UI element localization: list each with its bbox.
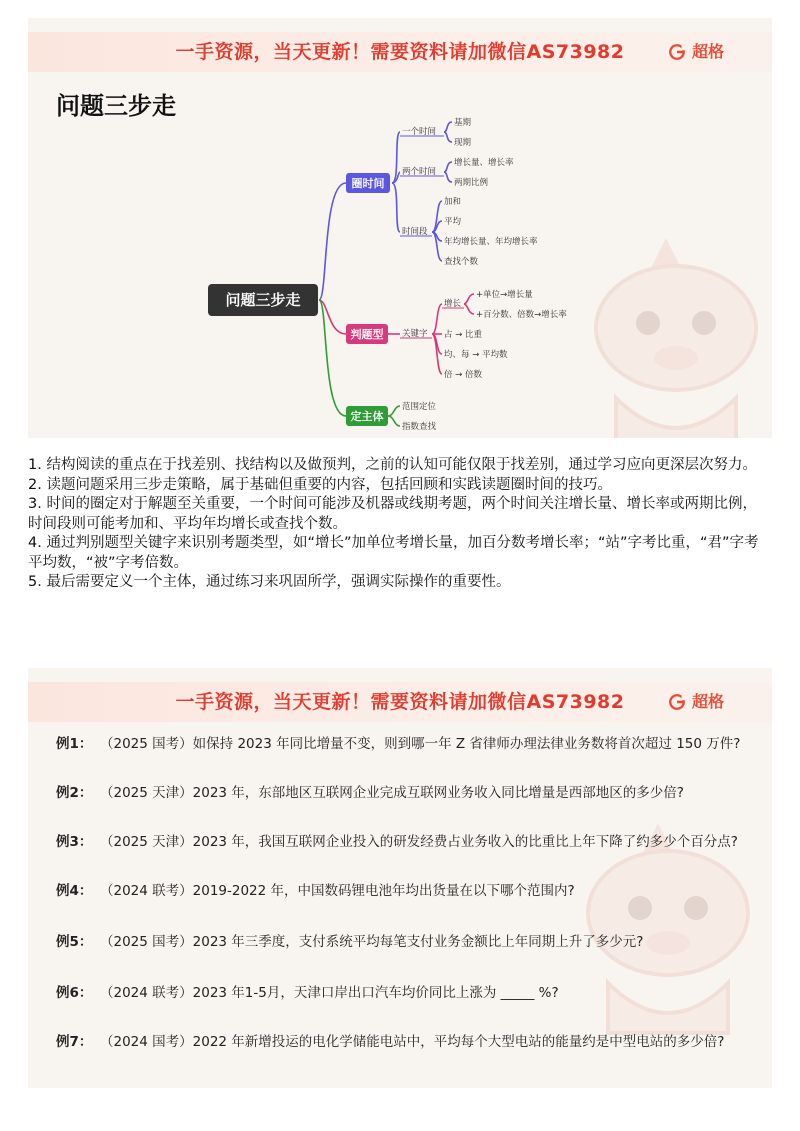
node-keyword: 关键字 bbox=[402, 329, 428, 339]
mindmap-slide bbox=[28, 18, 772, 438]
examples-slide bbox=[28, 668, 772, 1088]
example-row bbox=[56, 732, 740, 752]
note-item: 1. 结构阅读的重点在于找差别、找结构以及做预判，之前的认知可能仅限于找差别，通过学习应向更深层次努力。 bbox=[28, 457, 757, 473]
promo-banner-text: 一手资源，当天更新！需要资料请加微信AS73982 bbox=[175, 41, 625, 63]
leaf-sum: 加和 bbox=[444, 197, 462, 207]
example-row bbox=[56, 981, 559, 1001]
branch-fix-subject: 定主体 bbox=[350, 410, 384, 423]
mindmap-root: 问题三步走 bbox=[225, 291, 301, 309]
example-label: 例5： bbox=[56, 934, 93, 950]
leaf-range-locate: 范围定位 bbox=[402, 402, 437, 412]
leaf-base-period: 基期 bbox=[454, 118, 472, 128]
promo-banner-text: 一手资源，当天更新！需要资料请加微信AS73982 bbox=[175, 691, 625, 713]
example-text: （2024 联考）2023 年1-5月，天津口岸出口汽车均价同比上涨为 _____ %? bbox=[100, 985, 559, 1001]
note-item: 4. 通过判别题型关键字来识别考题类型，如“增长”加单位考增长量，加百分数考增长率；“站”字考比重，“君”字考平均数，“被”字考倍数。 bbox=[28, 535, 759, 571]
node-growth: 增长 bbox=[444, 299, 462, 309]
example-label: 例7： bbox=[56, 1034, 93, 1050]
example-text: （2025 天津）2023 年，东部地区互联网企业完成互联网业务收入同比增量是西部地区的多少倍? bbox=[100, 785, 684, 801]
example-text: （2025 国考）如保持 2023 年同比增量不变，则到哪一年 Z 省律师办理法律业务数将首次超过 150 万件? bbox=[100, 736, 741, 752]
branch-circle-time: 圈时间 bbox=[351, 177, 385, 190]
summary-notes bbox=[28, 456, 768, 593]
note-item: 3. 时间的圈定对于解题至关重要，一个时间可能涉及机器或线期考题，两个时间关注增长量、增长率或两期比例，时间段则可能考加和、平均年均增长或查找个数。 bbox=[28, 496, 757, 532]
brand-name: 超格 bbox=[691, 42, 724, 61]
brand-name: 超格 bbox=[691, 692, 724, 711]
example-label: 例6： bbox=[56, 985, 93, 1001]
leaf-growth-amount-rate: 增长量、增长率 bbox=[454, 158, 514, 168]
leaf-multiple: 倍 → 倍数 bbox=[444, 370, 483, 380]
leaf-current-period: 现期 bbox=[454, 138, 472, 148]
leaf-average: 平均 bbox=[444, 217, 462, 227]
mascot-watermark-icon bbox=[568, 788, 768, 1048]
example-label: 例1： bbox=[56, 736, 93, 752]
brand-g-icon bbox=[668, 693, 686, 711]
node-one-time: 一个时间 bbox=[402, 127, 437, 137]
branch-judge-type: 判题型 bbox=[350, 328, 384, 341]
leaf-index-lookup: 指数查找 bbox=[402, 422, 437, 432]
example-label: 例2： bbox=[56, 785, 93, 801]
leaf-two-period-ratio: 两期比例 bbox=[454, 178, 489, 188]
example-text: （2025 天津）2023 年，我国互联网企业投入的研发经费占业务收入的比重比上年下降了约多少个百分点? bbox=[100, 834, 738, 850]
leaf-count: 查找个数 bbox=[444, 257, 479, 267]
leaf-annual-growth: 年均增长量、年均增长率 bbox=[444, 237, 538, 247]
example-row bbox=[56, 830, 738, 850]
brand-logo bbox=[668, 688, 724, 716]
leaf-mean: 均、每 → 平均数 bbox=[444, 350, 508, 360]
promo-banner bbox=[28, 682, 772, 722]
example-label: 例3： bbox=[56, 834, 93, 850]
example-row bbox=[56, 1030, 724, 1050]
example-row bbox=[56, 781, 684, 801]
example-row bbox=[56, 879, 575, 899]
leaf-proportion: 占 → 比重 bbox=[444, 330, 483, 340]
node-time-range: 时间段 bbox=[402, 227, 428, 237]
leaf-unit-growth-amount: +单位→增长量 bbox=[476, 290, 533, 300]
leaf-percent-growth-rate: +百分数、倍数→增长率 bbox=[476, 310, 567, 320]
slide-title: 问题三步走 bbox=[56, 92, 176, 120]
example-text: （2024 国考）2022 年新增投运的电化学储能电站中，平均每个大型电站的能量约是中型电站的多少倍? bbox=[100, 1034, 725, 1050]
mindmap-diagram bbox=[28, 18, 772, 438]
example-text: （2024 联考）2019-2022 年，中国数码锂电池年均出货量在以下哪个范围内? bbox=[100, 883, 575, 899]
node-two-times: 两个时间 bbox=[402, 167, 437, 177]
example-row bbox=[56, 930, 643, 950]
note-item: 5. 最后需要定义一个主体，通过练习来巩固所学，强调实际操作的重要性。 bbox=[28, 574, 511, 590]
note-item: 2. 读题问题采用三步走策略，属于基础但重要的内容，包括回顾和实践读题圈时间的技巧。 bbox=[28, 476, 612, 493]
example-label: 例4： bbox=[56, 883, 93, 899]
example-text: （2025 国考）2023 年三季度，支付系统平均每笔支付业务金额比上年同期上升了多少元? bbox=[100, 934, 644, 950]
